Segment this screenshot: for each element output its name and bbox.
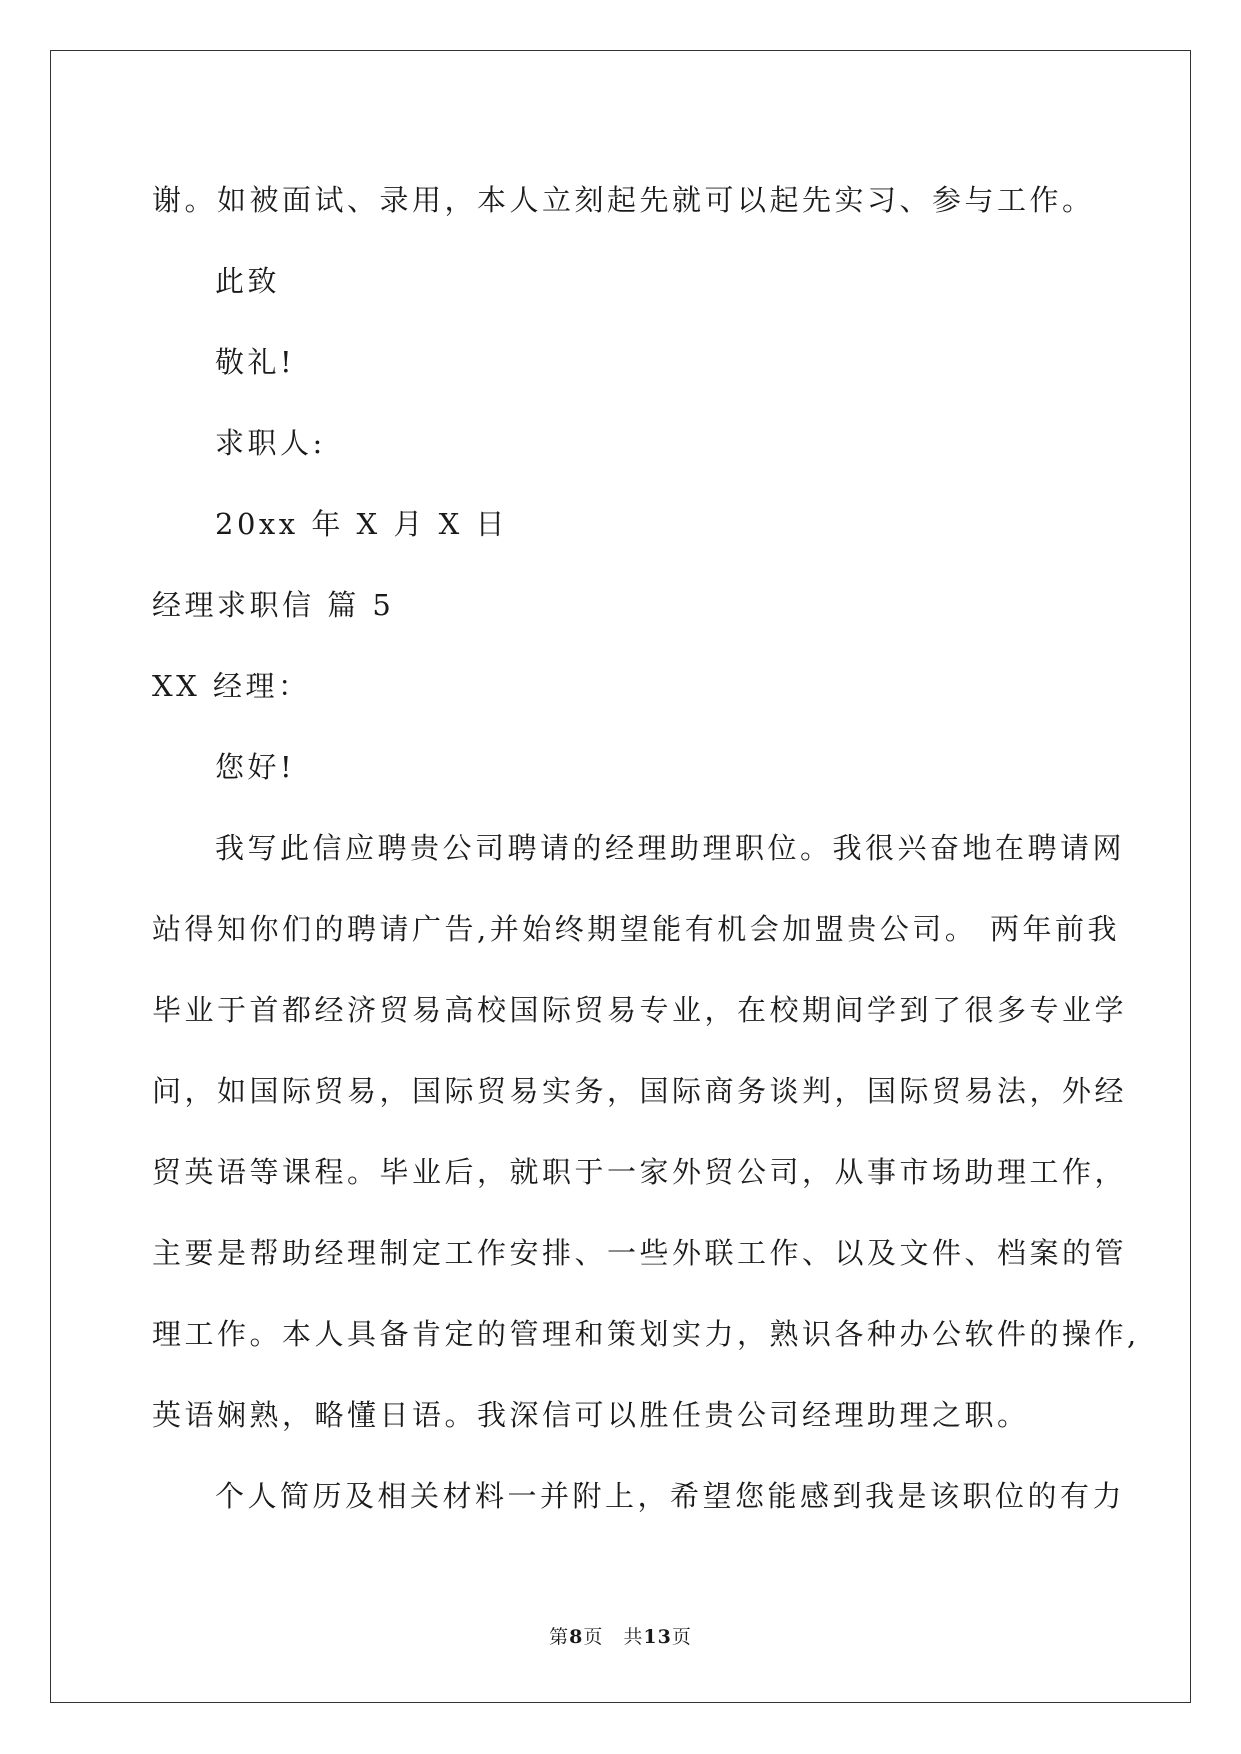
text-line: 站得知你们的聘请广告,并始终期望能有机会加盟贵公司。 两年前我	[152, 912, 1120, 946]
page-current: 8	[569, 1626, 584, 1648]
page-mid: 页 共	[583, 1626, 644, 1648]
greeting: 您好!	[215, 750, 296, 784]
text-line: 英语娴熟，略懂日语。我深信可以胜任贵公司经理助理之职。	[152, 1398, 1030, 1432]
letter-body	[152, 160, 1140, 1537]
text-line: 我写此信应聘贵公司聘请的经理助理职位。我很兴奋地在聘请网	[215, 831, 1126, 865]
text-line: 敬礼!	[215, 345, 296, 379]
text-line: 此致	[215, 264, 281, 298]
text-line: 个人简历及相关材料一并附上，希望您能感到我是该职位的有力	[215, 1479, 1126, 1513]
text-line: 20xx 年 X 月 X 日	[215, 507, 508, 541]
text-line: 理工作。本人具备肯定的管理和策划实力，熟识各种办公软件的操作,	[152, 1317, 1140, 1351]
section-heading: 经理求职信 篇 5	[152, 588, 395, 622]
page-suffix: 页	[671, 1626, 692, 1648]
text-line: 求职人:	[215, 426, 326, 460]
page-prefix: 第	[549, 1626, 570, 1648]
text-line: 主要是帮助经理制定工作安排、一些外联工作、以及文件、档案的管	[152, 1236, 1128, 1270]
salutation: XX 经理：	[152, 669, 311, 703]
page-footer	[0, 1622, 1241, 1649]
text-line: 谢。如被面试、录用，本人立刻起先就可以起先实习、参与工作。	[152, 183, 1095, 217]
page-total: 13	[643, 1626, 672, 1648]
text-line: 问，如国际贸易，国际贸易实务，国际商务谈判，国际贸易法，外经	[152, 1074, 1128, 1108]
text-line: 毕业于首都经济贸易高校国际贸易专业，在校期间学到了很多专业学	[152, 993, 1128, 1027]
text-line: 贸英语等课程。毕业后，就职于一家外贸公司，从事市场助理工作，	[152, 1155, 1128, 1189]
